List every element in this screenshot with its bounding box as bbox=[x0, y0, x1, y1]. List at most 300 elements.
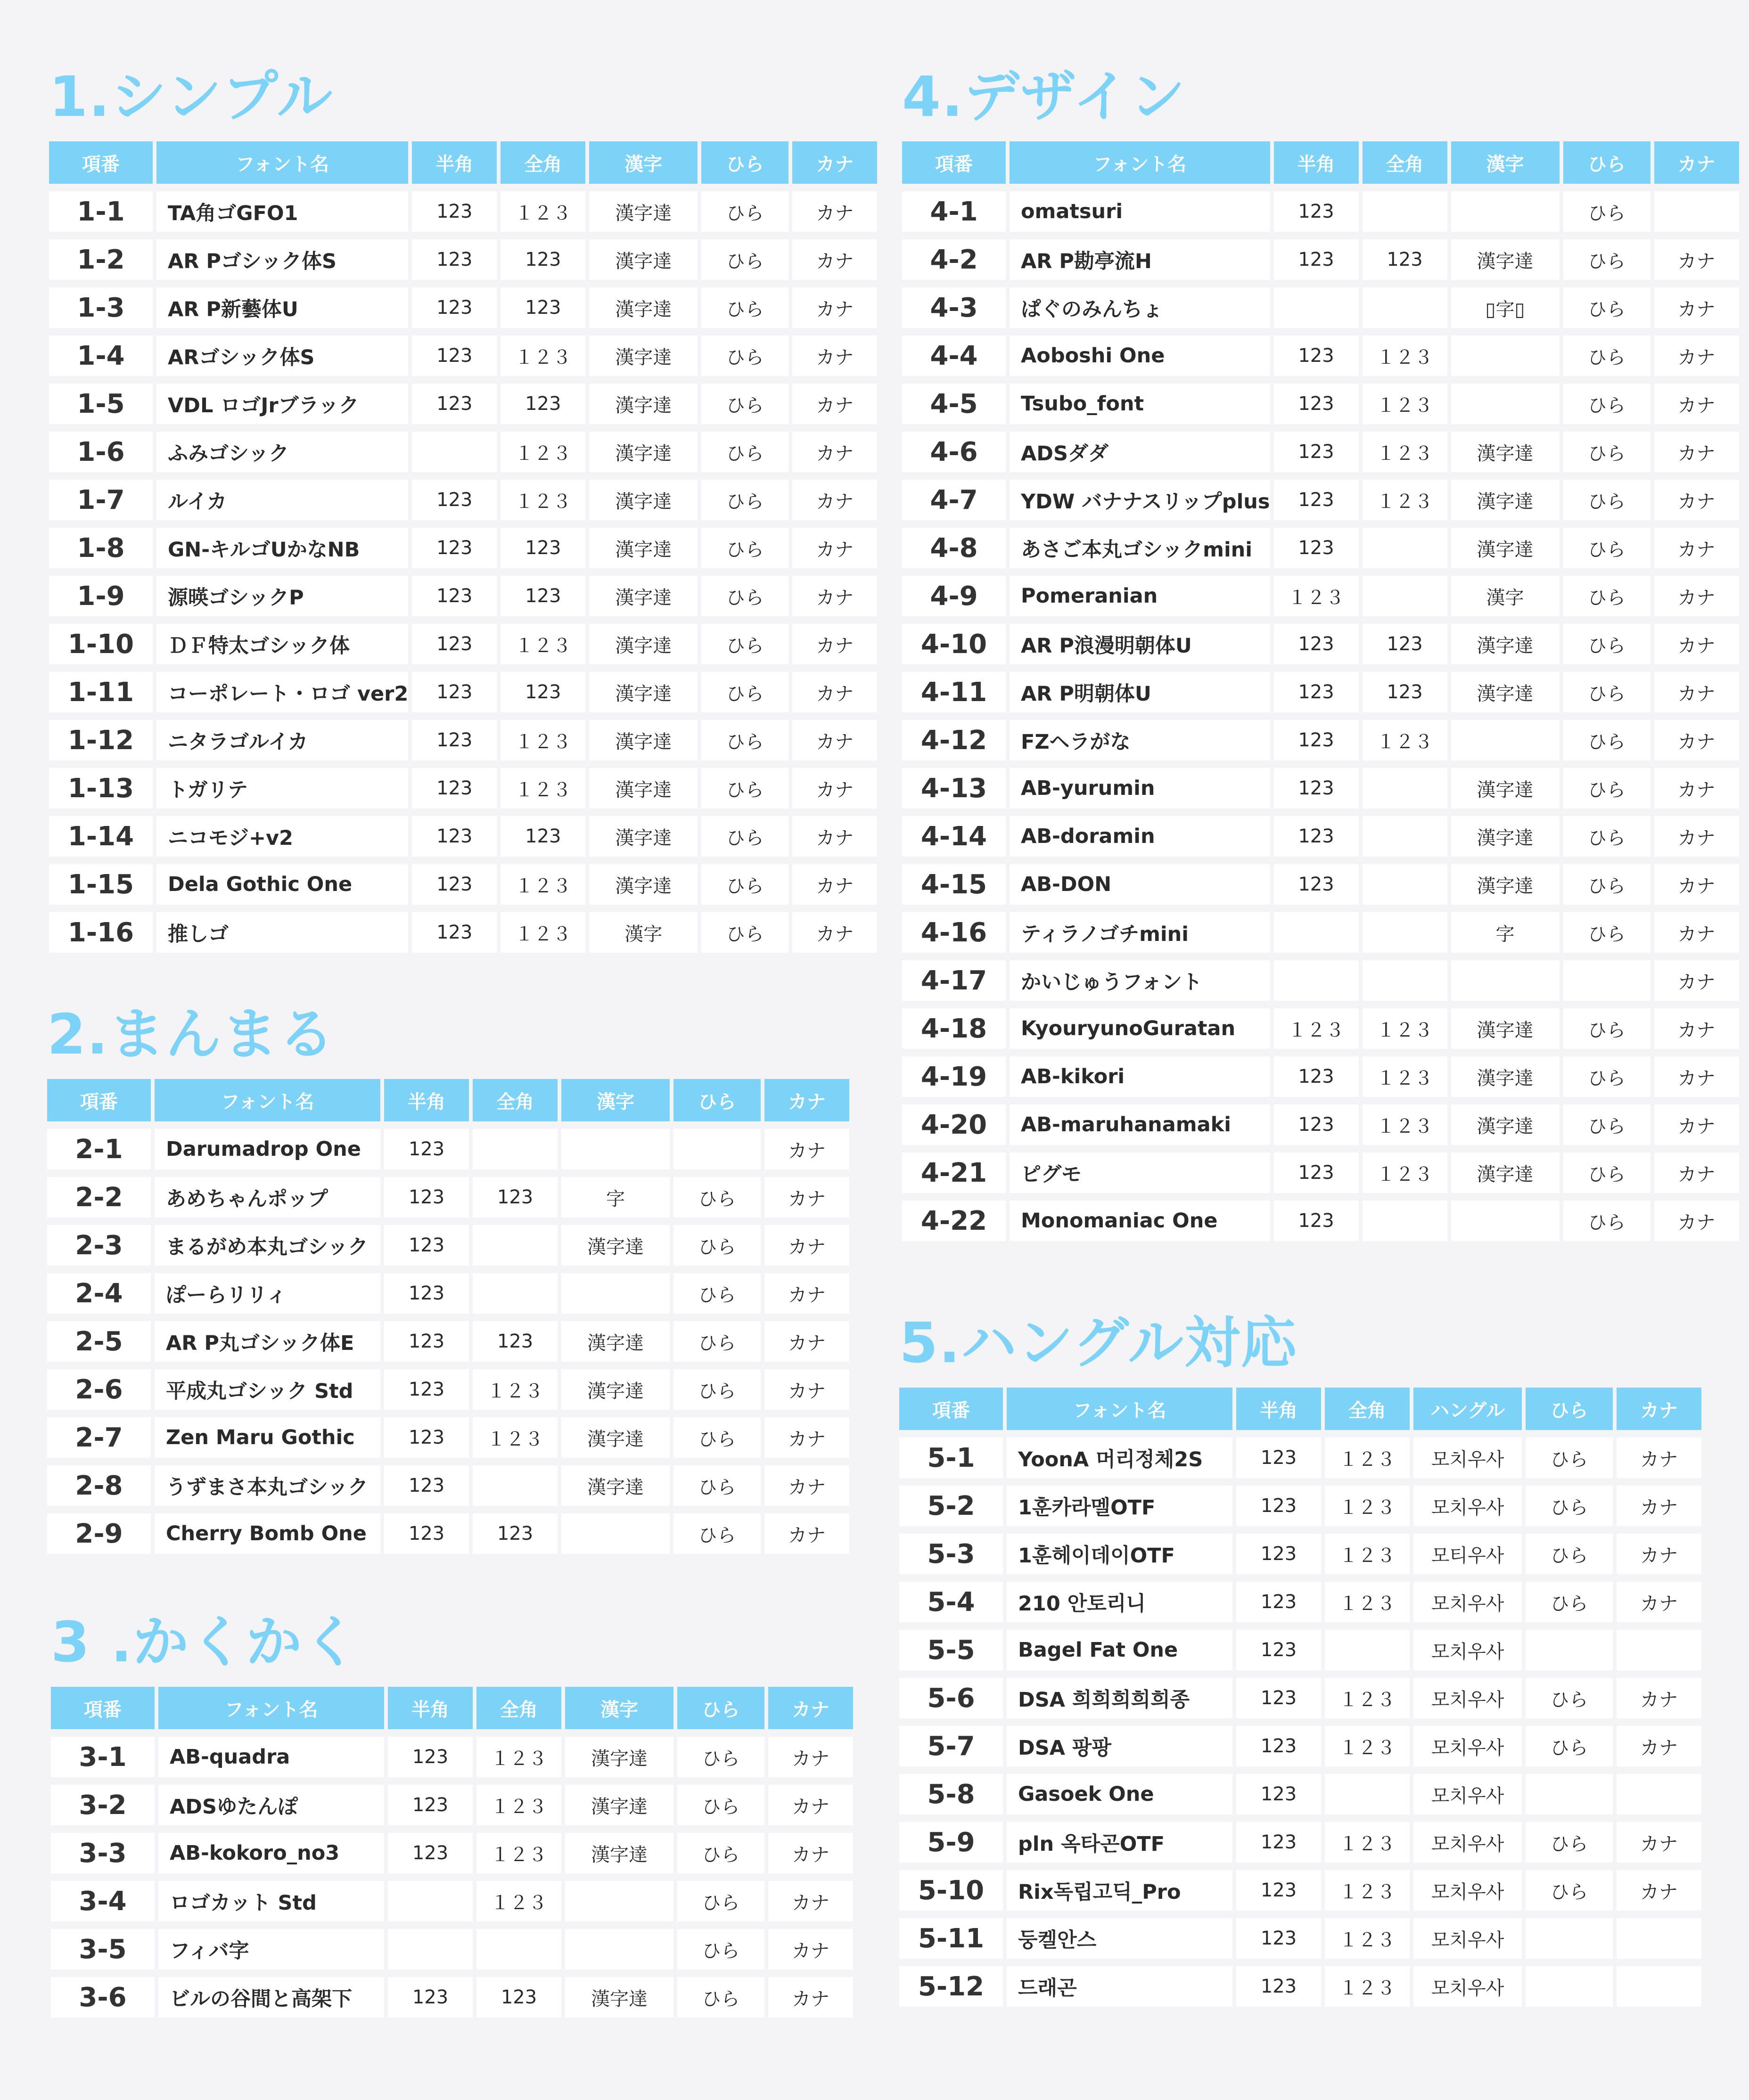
table-row bbox=[49, 335, 877, 376]
halfwidth-sample: 123 bbox=[1236, 1486, 1321, 1526]
table-row bbox=[899, 1486, 1701, 1526]
katakana-sample: カナ bbox=[1654, 384, 1739, 424]
font-name: AB-yurumin bbox=[1010, 768, 1270, 809]
hiragana-sample: ひら bbox=[677, 1785, 764, 1825]
item-number: 5-3 bbox=[899, 1534, 1003, 1574]
kanji-sample: 漢字達 bbox=[589, 432, 698, 472]
kanji-sample: 漢字達 bbox=[589, 480, 698, 520]
item-number: 5-9 bbox=[899, 1822, 1003, 1863]
item-number: 1-15 bbox=[49, 864, 153, 905]
hiragana-sample: ひら bbox=[1563, 864, 1650, 905]
font-name: トガリテ bbox=[156, 768, 408, 809]
fullwidth-sample: １２３ bbox=[1363, 1104, 1447, 1145]
hiragana-sample: ひら bbox=[1526, 1822, 1613, 1863]
katakana-sample: カナ bbox=[1654, 672, 1739, 712]
table-row bbox=[899, 1438, 1701, 1478]
column-header: 漢字 bbox=[565, 1687, 673, 1729]
table-row bbox=[899, 1918, 1701, 1959]
item-number: 1-4 bbox=[49, 335, 153, 376]
fullwidth-sample: 123 bbox=[473, 1321, 558, 1362]
fullwidth-sample: １２３ bbox=[1363, 1008, 1447, 1049]
fullwidth-sample: １２３ bbox=[1363, 720, 1447, 760]
kanji-sample: 漢字達 bbox=[565, 1977, 673, 2018]
column-header: 項番 bbox=[902, 141, 1006, 184]
katakana-sample bbox=[1617, 1774, 1701, 1814]
table-row bbox=[49, 768, 877, 809]
katakana-sample: カナ bbox=[764, 1177, 849, 1218]
halfwidth-sample: １２３ bbox=[1274, 576, 1359, 616]
item-number: 3-1 bbox=[51, 1737, 155, 1777]
fullwidth-sample bbox=[476, 1929, 561, 1969]
fullwidth-sample bbox=[1363, 864, 1447, 905]
font-name: AB-maruhanamaki bbox=[1010, 1104, 1270, 1145]
hiragana-sample: ひら bbox=[1526, 1534, 1613, 1574]
item-number: 1-13 bbox=[49, 768, 153, 809]
hiragana-sample bbox=[1526, 1966, 1613, 2007]
halfwidth-sample: 123 bbox=[1274, 672, 1359, 712]
kanji-sample: 漢字達 bbox=[1451, 624, 1560, 664]
item-number: 3-2 bbox=[51, 1785, 155, 1825]
kanji-sample: 漢字達 bbox=[1451, 1104, 1560, 1145]
kanji-sample: 漢字達 bbox=[589, 528, 698, 568]
halfwidth-sample: 123 bbox=[384, 1465, 469, 1506]
halfwidth-sample: 123 bbox=[1274, 1201, 1359, 1241]
hiragana-sample: ひら bbox=[1563, 1152, 1650, 1193]
kanji-sample: 漢字達 bbox=[561, 1369, 670, 1410]
kanji-sample bbox=[565, 1929, 673, 1969]
fullwidth-sample bbox=[473, 1465, 558, 1506]
table-row bbox=[49, 191, 877, 232]
halfwidth-sample: 123 bbox=[412, 912, 497, 953]
hiragana-sample: ひら bbox=[701, 480, 788, 520]
hiragana-sample: ひら bbox=[701, 672, 788, 712]
katakana-sample: カナ bbox=[768, 1833, 853, 1873]
hiragana-sample: ひら bbox=[701, 384, 788, 424]
fullwidth-sample: １２３ bbox=[501, 720, 585, 760]
column-header: フォント名 bbox=[156, 141, 408, 184]
table-row bbox=[899, 1678, 1701, 1718]
kanji-sample: 字 bbox=[1451, 912, 1560, 953]
font-name: YoonA 머리정체2S bbox=[1007, 1438, 1232, 1478]
font-name: 平成丸ゴシック Std bbox=[155, 1369, 380, 1410]
item-number: 3-6 bbox=[51, 1977, 155, 2018]
fullwidth-sample: １２３ bbox=[501, 480, 585, 520]
column-header: 半角 bbox=[1274, 141, 1359, 184]
hiragana-sample: ひら bbox=[1563, 1056, 1650, 1097]
column-header: 全角 bbox=[501, 141, 585, 184]
halfwidth-sample: 123 bbox=[384, 1417, 469, 1458]
fullwidth-sample: １２３ bbox=[501, 335, 585, 376]
fullwidth-sample: 123 bbox=[1363, 624, 1447, 664]
column-header: 漢字 bbox=[589, 141, 698, 184]
halfwidth-sample: 123 bbox=[384, 1225, 469, 1266]
table-row bbox=[49, 720, 877, 760]
table-row bbox=[49, 624, 877, 664]
table-row bbox=[902, 287, 1739, 328]
hiragana-sample: ひら bbox=[701, 191, 788, 232]
fullwidth-sample: 123 bbox=[1363, 239, 1447, 280]
kanji-sample: 漢字達 bbox=[589, 624, 698, 664]
fullwidth-sample: 123 bbox=[501, 528, 585, 568]
halfwidth-sample: 123 bbox=[1274, 384, 1359, 424]
katakana-sample: カナ bbox=[792, 912, 877, 953]
fullwidth-sample: １２３ bbox=[473, 1417, 558, 1458]
kanji-sample: 모치우사 bbox=[1413, 1582, 1522, 1622]
hiragana-sample bbox=[1526, 1774, 1613, 1814]
fullwidth-sample bbox=[1363, 816, 1447, 857]
kanji-sample: 漢字達 bbox=[1451, 1056, 1560, 1097]
font-name: ADSダダ bbox=[1010, 432, 1270, 472]
table-row bbox=[902, 1201, 1739, 1241]
table-row bbox=[47, 1129, 849, 1169]
fullwidth-sample: １２３ bbox=[501, 768, 585, 809]
column-header: カナ bbox=[768, 1687, 853, 1729]
kanji-sample: 漢字達 bbox=[1451, 1152, 1560, 1193]
font-name: DSA 팡팡 bbox=[1007, 1726, 1232, 1766]
hiragana-sample: ひら bbox=[1563, 672, 1650, 712]
font-name: Cherry Bomb One bbox=[155, 1513, 380, 1554]
katakana-sample: カナ bbox=[792, 720, 877, 760]
katakana-sample: カナ bbox=[1654, 480, 1739, 520]
kanji-sample bbox=[1451, 335, 1560, 376]
table-row bbox=[47, 1369, 849, 1410]
table-row bbox=[47, 1225, 849, 1266]
fullwidth-sample: １２３ bbox=[1363, 384, 1447, 424]
item-number: 2-8 bbox=[47, 1465, 151, 1506]
font-name: コーポレート・ロゴ ver2 bbox=[156, 672, 408, 712]
katakana-sample: カナ bbox=[1654, 528, 1739, 568]
halfwidth-sample: 123 bbox=[412, 239, 497, 280]
hiragana-sample: ひら bbox=[1526, 1870, 1613, 1911]
fullwidth-sample: １２３ bbox=[1363, 432, 1447, 472]
column-header: 漢字 bbox=[561, 1079, 670, 1121]
kanji-sample: 字 bbox=[561, 1177, 670, 1218]
font-name: VDL ロゴJrブラック bbox=[156, 384, 408, 424]
katakana-sample: カナ bbox=[768, 1881, 853, 1921]
font-name: FZヘラがな bbox=[1010, 720, 1270, 760]
fullwidth-sample: １２３ bbox=[1325, 1678, 1410, 1718]
font-name: AR P丸ゴシック体E bbox=[155, 1321, 380, 1362]
font-name: AR Pゴシック体S bbox=[156, 239, 408, 280]
item-number: 1-10 bbox=[49, 624, 153, 664]
font-name: 210 안토리니 bbox=[1007, 1582, 1232, 1622]
item-number: 4-15 bbox=[902, 864, 1006, 905]
katakana-sample: カナ bbox=[1654, 720, 1739, 760]
katakana-sample bbox=[1617, 1918, 1701, 1959]
katakana-sample: カナ bbox=[768, 1977, 853, 2018]
fullwidth-sample bbox=[1363, 768, 1447, 809]
column-header: 全角 bbox=[476, 1687, 561, 1729]
kanji-sample: 漢字達 bbox=[1451, 480, 1560, 520]
fullwidth-sample: １２３ bbox=[1363, 1056, 1447, 1097]
table-row bbox=[902, 1056, 1739, 1097]
halfwidth-sample: 123 bbox=[1274, 816, 1359, 857]
fullwidth-sample: 123 bbox=[473, 1177, 558, 1218]
kanji-sample bbox=[1451, 191, 1560, 232]
katakana-sample: カナ bbox=[1617, 1870, 1701, 1911]
katakana-sample: カナ bbox=[1654, 432, 1739, 472]
font-name: AR P浪漫明朝体U bbox=[1010, 624, 1270, 664]
kanji-sample: 모치우사 bbox=[1413, 1822, 1522, 1863]
table-row bbox=[49, 912, 877, 953]
fullwidth-sample bbox=[473, 1273, 558, 1314]
katakana-sample: カナ bbox=[1617, 1582, 1701, 1622]
font-name: ふみゴシック bbox=[156, 432, 408, 472]
section-title: 2.まんまる bbox=[47, 1002, 335, 1067]
kanji-sample: 漢字 bbox=[1451, 576, 1560, 616]
item-number: 2-6 bbox=[47, 1369, 151, 1410]
katakana-sample: カナ bbox=[792, 191, 877, 232]
table-row bbox=[899, 1726, 1701, 1766]
katakana-sample: カナ bbox=[1654, 239, 1739, 280]
hiragana-sample: ひら bbox=[1563, 432, 1650, 472]
font-name: pln 옥타곤OTF bbox=[1007, 1822, 1232, 1863]
kanji-sample: 漢字達 bbox=[561, 1225, 670, 1266]
fullwidth-sample: １２３ bbox=[1363, 480, 1447, 520]
font-name: Aoboshi One bbox=[1010, 335, 1270, 376]
item-number: 1-3 bbox=[49, 287, 153, 328]
item-number: 5-11 bbox=[899, 1918, 1003, 1959]
table-row bbox=[902, 960, 1739, 1001]
halfwidth-sample: 123 bbox=[388, 1977, 473, 2018]
table-row bbox=[902, 624, 1739, 664]
halfwidth-sample: 123 bbox=[1274, 528, 1359, 568]
column-header: 項番 bbox=[899, 1388, 1003, 1430]
kanji-sample: 漢字達 bbox=[561, 1417, 670, 1458]
halfwidth-sample: 123 bbox=[412, 480, 497, 520]
hiragana-sample: ひら bbox=[1526, 1486, 1613, 1526]
fullwidth-sample: 123 bbox=[501, 239, 585, 280]
table-row bbox=[899, 1582, 1701, 1622]
katakana-sample: カナ bbox=[792, 287, 877, 328]
fullwidth-sample bbox=[1363, 576, 1447, 616]
katakana-sample: カナ bbox=[792, 384, 877, 424]
katakana-sample: カナ bbox=[768, 1737, 853, 1777]
halfwidth-sample: 123 bbox=[384, 1369, 469, 1410]
fullwidth-sample: １２３ bbox=[473, 1369, 558, 1410]
item-number: 4-17 bbox=[902, 960, 1006, 1001]
kanji-sample: 모치우사 bbox=[1413, 1726, 1522, 1766]
table-row bbox=[49, 528, 877, 568]
item-number: 1-2 bbox=[49, 239, 153, 280]
table-row bbox=[49, 287, 877, 328]
halfwidth-sample: 123 bbox=[1274, 1104, 1359, 1145]
fullwidth-sample: １２３ bbox=[476, 1785, 561, 1825]
kanji-sample: 모티우사 bbox=[1413, 1534, 1522, 1574]
item-number: 1-16 bbox=[49, 912, 153, 953]
font-name: 둥켈안스 bbox=[1007, 1918, 1232, 1959]
halfwidth-sample: 123 bbox=[1236, 1774, 1321, 1814]
halfwidth-sample: 123 bbox=[388, 1785, 473, 1825]
font-name: AR P勘亭流H bbox=[1010, 239, 1270, 280]
fullwidth-sample: １２３ bbox=[476, 1833, 561, 1873]
hiragana-sample: ひら bbox=[1563, 287, 1650, 328]
halfwidth-sample: 123 bbox=[1236, 1534, 1321, 1574]
item-number: 4-12 bbox=[902, 720, 1006, 760]
fullwidth-sample bbox=[1363, 912, 1447, 953]
item-number: 1-1 bbox=[49, 191, 153, 232]
hiragana-sample: ひら bbox=[701, 720, 788, 760]
katakana-sample: カナ bbox=[1617, 1534, 1701, 1574]
hiragana-sample: ひら bbox=[673, 1513, 761, 1554]
hiragana-sample: ひら bbox=[701, 432, 788, 472]
table-row bbox=[51, 1785, 853, 1825]
hiragana-sample: ひら bbox=[673, 1177, 761, 1218]
halfwidth-sample: 123 bbox=[1274, 335, 1359, 376]
item-number: 1-14 bbox=[49, 816, 153, 857]
hiragana-sample: ひら bbox=[1526, 1726, 1613, 1766]
katakana-sample: カナ bbox=[768, 1929, 853, 1969]
hiragana-sample: ひら bbox=[1526, 1438, 1613, 1478]
item-number: 3-3 bbox=[51, 1833, 155, 1873]
fullwidth-sample: １２３ bbox=[476, 1737, 561, 1777]
hiragana-sample: ひら bbox=[673, 1321, 761, 1362]
fullwidth-sample: 123 bbox=[501, 576, 585, 616]
font-name: かいじゅうフォント bbox=[1010, 960, 1270, 1001]
halfwidth-sample: 123 bbox=[1236, 1678, 1321, 1718]
katakana-sample: カナ bbox=[792, 624, 877, 664]
hiragana-sample: ひら bbox=[677, 1737, 764, 1777]
table-row bbox=[51, 1737, 853, 1777]
font-name: Bagel Fat One bbox=[1007, 1630, 1232, 1670]
katakana-sample bbox=[1617, 1630, 1701, 1670]
column-header: カナ bbox=[764, 1079, 849, 1121]
hiragana-sample: ひら bbox=[677, 1881, 764, 1921]
kanji-sample: 漢字達 bbox=[565, 1833, 673, 1873]
item-number: 1-7 bbox=[49, 480, 153, 520]
katakana-sample: カナ bbox=[764, 1465, 849, 1506]
font-name: Dela Gothic One bbox=[156, 864, 408, 905]
fullwidth-sample: １２３ bbox=[1325, 1966, 1410, 2007]
fullwidth-sample: １２３ bbox=[1325, 1726, 1410, 1766]
fullwidth-sample: １２３ bbox=[1363, 1152, 1447, 1193]
font-name: ロゴカット Std bbox=[158, 1881, 384, 1921]
hiragana-sample: ひら bbox=[701, 912, 788, 953]
halfwidth-sample: 123 bbox=[1236, 1438, 1321, 1478]
table-row bbox=[51, 1977, 853, 2018]
kanji-sample: 漢字達 bbox=[589, 864, 698, 905]
column-header: ひら bbox=[1526, 1388, 1613, 1430]
fullwidth-sample: 123 bbox=[501, 287, 585, 328]
table-row bbox=[49, 239, 877, 280]
font-name: Zen Maru Gothic bbox=[155, 1417, 380, 1458]
font-name: ピグモ bbox=[1010, 1152, 1270, 1193]
font-name: AR P明朝体U bbox=[1010, 672, 1270, 712]
table-row bbox=[47, 1177, 849, 1218]
hiragana-sample: ひら bbox=[701, 768, 788, 809]
section-angular bbox=[51, 1597, 857, 2025]
column-header: 全角 bbox=[1325, 1388, 1410, 1430]
fullwidth-sample: １２３ bbox=[501, 191, 585, 232]
kanji-sample: 모치우사 bbox=[1413, 1438, 1522, 1478]
halfwidth-sample: 123 bbox=[412, 287, 497, 328]
column-header: ひら bbox=[701, 141, 788, 184]
fullwidth-sample: １２３ bbox=[1363, 335, 1447, 376]
font-name: AB-kokoro_no3 bbox=[158, 1833, 384, 1873]
katakana-sample: カナ bbox=[1617, 1486, 1701, 1526]
table-row bbox=[902, 335, 1739, 376]
table-row bbox=[899, 1966, 1701, 2007]
fullwidth-sample: １２３ bbox=[1325, 1918, 1410, 1959]
katakana-sample: カナ bbox=[792, 480, 877, 520]
fullwidth-sample: 123 bbox=[501, 672, 585, 712]
fullwidth-sample: 123 bbox=[473, 1513, 558, 1554]
fullwidth-sample: １２３ bbox=[1325, 1582, 1410, 1622]
item-number: 5-2 bbox=[899, 1486, 1003, 1526]
halfwidth-sample: １２３ bbox=[1274, 1008, 1359, 1049]
column-header: 半角 bbox=[388, 1687, 473, 1729]
font-name: DSA 희희희희희종 bbox=[1007, 1678, 1232, 1718]
kanji-sample: 漢字達 bbox=[589, 720, 698, 760]
table-row bbox=[902, 191, 1739, 232]
font-name: あさご本丸ゴシックmini bbox=[1010, 528, 1270, 568]
fullwidth-sample bbox=[473, 1129, 558, 1169]
halfwidth-sample: 123 bbox=[384, 1513, 469, 1554]
table-row bbox=[51, 1929, 853, 1969]
katakana-sample: カナ bbox=[1654, 287, 1739, 328]
font-name: ニタラゴルイカ bbox=[156, 720, 408, 760]
item-number: 4-18 bbox=[902, 1008, 1006, 1049]
katakana-sample: カナ bbox=[792, 672, 877, 712]
table-row bbox=[902, 480, 1739, 520]
section-title: 5.ハングル対応 bbox=[899, 1310, 1298, 1375]
section-title: 4.デザイン bbox=[902, 64, 1186, 129]
kanji-sample: 漢字達 bbox=[589, 239, 698, 280]
kanji-sample: 모치우사 bbox=[1413, 1918, 1522, 1959]
hiragana-sample: ひら bbox=[1563, 335, 1650, 376]
column-header: 半角 bbox=[1236, 1388, 1321, 1430]
item-number: 5-12 bbox=[899, 1966, 1003, 2007]
item-number: 5-1 bbox=[899, 1438, 1003, 1478]
column-header: ひら bbox=[673, 1079, 761, 1121]
katakana-sample: カナ bbox=[1617, 1822, 1701, 1863]
kanji-sample bbox=[561, 1513, 670, 1554]
halfwidth-sample: 123 bbox=[388, 1737, 473, 1777]
katakana-sample: カナ bbox=[764, 1417, 849, 1458]
font-name: AR P新藝体U bbox=[156, 287, 408, 328]
halfwidth-sample: 123 bbox=[1236, 1822, 1321, 1863]
halfwidth-sample: 123 bbox=[1236, 1582, 1321, 1622]
item-number: 4-21 bbox=[902, 1152, 1006, 1193]
item-number: 1-12 bbox=[49, 720, 153, 760]
kanji-sample: 漢字達 bbox=[589, 287, 698, 328]
column-header: 半角 bbox=[384, 1079, 469, 1121]
halfwidth-sample bbox=[388, 1929, 473, 1969]
column-header: カナ bbox=[792, 141, 877, 184]
column-header: 全角 bbox=[1363, 141, 1447, 184]
halfwidth-sample: 123 bbox=[384, 1321, 469, 1362]
table-row bbox=[47, 1417, 849, 1458]
section-design bbox=[902, 52, 1743, 1249]
table-row bbox=[49, 864, 877, 905]
item-number: 1-6 bbox=[49, 432, 153, 472]
item-number: 5-7 bbox=[899, 1726, 1003, 1766]
item-number: 5-5 bbox=[899, 1630, 1003, 1670]
kanji-sample: 모치우사 bbox=[1413, 1774, 1522, 1814]
halfwidth-sample: 123 bbox=[412, 528, 497, 568]
table-row bbox=[902, 1152, 1739, 1193]
fullwidth-sample: １２３ bbox=[1325, 1822, 1410, 1863]
table-row bbox=[51, 1881, 853, 1921]
katakana-sample: カナ bbox=[1617, 1726, 1701, 1766]
fullwidth-sample: １２３ bbox=[501, 864, 585, 905]
halfwidth-sample bbox=[1274, 960, 1359, 1001]
column-header: ひら bbox=[1563, 141, 1650, 184]
font-name: ADSゆたんぽ bbox=[158, 1785, 384, 1825]
halfwidth-sample: 123 bbox=[1274, 480, 1359, 520]
hiragana-sample: ひら bbox=[701, 287, 788, 328]
katakana-sample: カナ bbox=[792, 335, 877, 376]
